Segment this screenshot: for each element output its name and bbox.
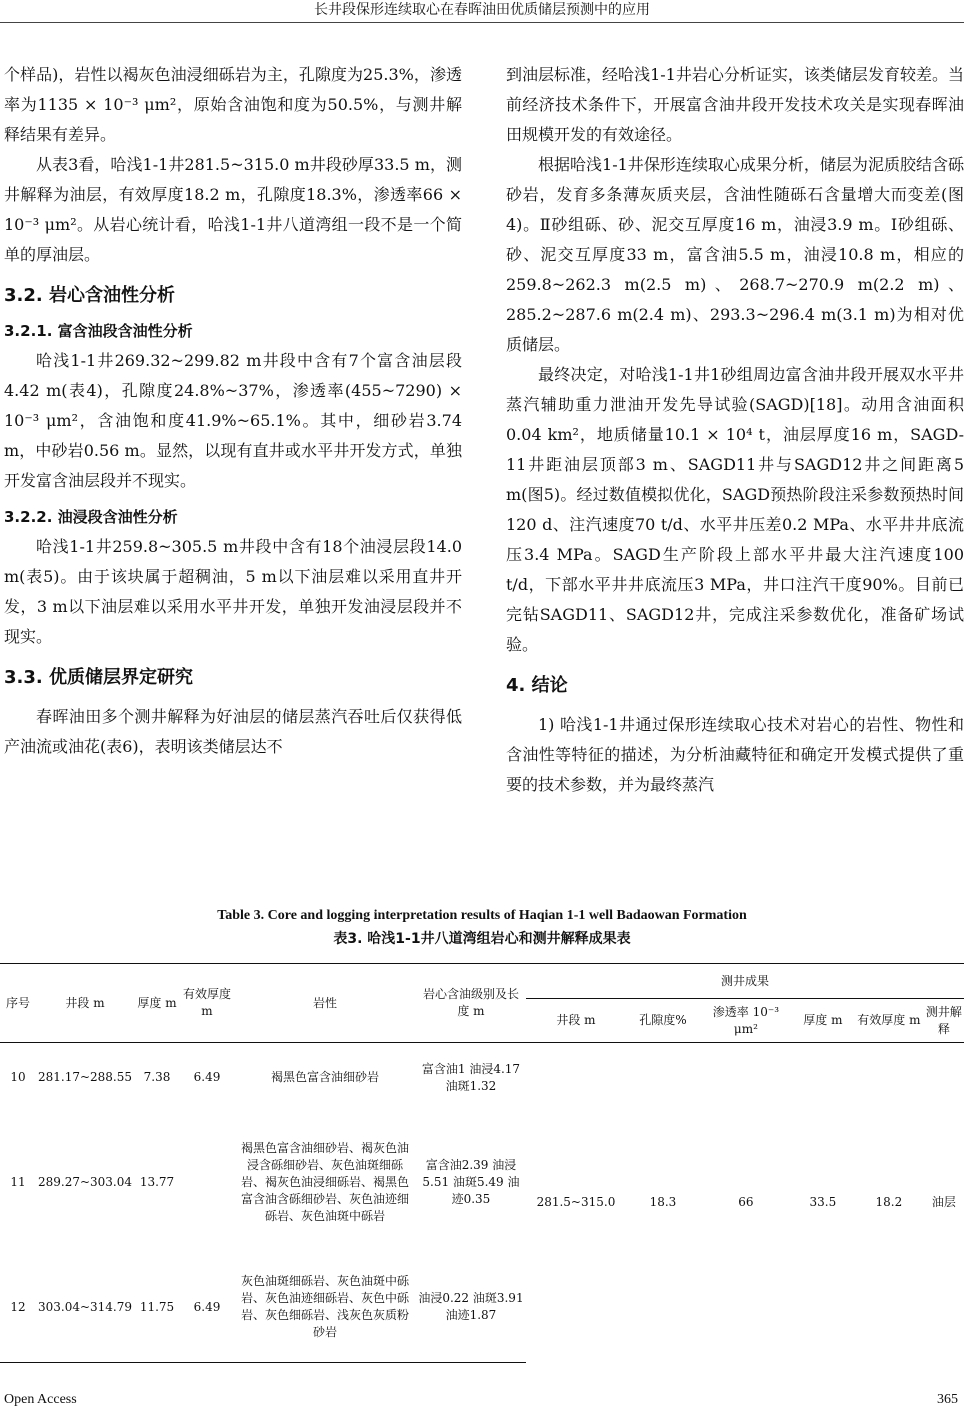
running-header-title: 长井段保形连续取心在春晖油田优质储层预测中的应用 [314, 2, 650, 18]
right-column [506, 60, 964, 800]
page-number: 365 [937, 1392, 958, 1407]
cell-oil-grade: 油浸0.22 油斑3.91 油迹1.87 [416, 1253, 526, 1363]
col-header-permeability: 渗透率 10⁻³ μm² [700, 999, 792, 1043]
cell-lithology: 褐黑色富含油细砂岩、褐灰色油浸含砾细砂岩、灰色油斑细砾岩、褐灰色油浸细砾岩、褐黑色富含油含砾细砂岩、灰色油迹细砾岩、灰色油斑中砾岩 [240, 1141, 409, 1223]
col-header-log-effective-thickness: 有效厚度 m [854, 999, 924, 1043]
paragraph: 从表3看，哈浅1-1井281.5~315.0 m井段砂厚33.5 m，测井解释为油层，有效厚度18.2 m，孔隙度18.3%，渗透率66 × 10⁻³ μm²。从岩心统计看，哈浅1-1井八道湾组一段不是一个简单的厚油层。 [4, 155, 462, 264]
col-header-effective-thickness: 有效厚度 m [180, 964, 234, 1043]
col-header-interval: 井段 m [36, 964, 134, 1043]
cell-oil-grade: 富含油1 油浸4.17 油斑1.32 [421, 1061, 521, 1093]
cell-lithology: 褐黑色富含油细砂岩 [270, 1070, 379, 1085]
section-heading: 4. 结论 [506, 675, 568, 696]
cell-effective-thickness: 6.49 [180, 1253, 234, 1363]
core-logging-table [0, 963, 964, 1363]
paragraph: 哈浅1-1井269.32~299.82 m井段中含有7个富含油层段4.42 m(表4)，孔隙度24.8%~37%，渗透率(455~7290) × 10⁻³ μm²，含油饱和度41.9%~65.1%。其中，细砂岩3.74 m，中砂岩0.56 m。显然，以现有直井或水平井开发方式，单独开发富含油层段并不现实。 [4, 351, 462, 490]
cell-thickness: 13.77 [139, 1175, 175, 1189]
table-caption-chinese: 表3. 哈浅1-1井八道湾组岩心和测井解释成果表 [333, 931, 631, 947]
col-header-log-thickness: 厚度 m [792, 999, 854, 1043]
cell-permeability: 66 [738, 1195, 754, 1210]
cell-lithology: 灰色油斑细砾岩、灰色油斑中砾岩、灰色油迹细砾岩、灰色中砾岩、灰色细砾岩、浅灰色灰质粉砂岩 [234, 1253, 416, 1363]
cell-log-interval: 281.5~315.0 [536, 1195, 616, 1210]
subsection-heading: 3.2.1. 富含油段含油性分析 [4, 322, 193, 340]
cell-oil-grade: 富含油2.39 油浸5.51 油斑5.49 油迹0.35 [422, 1158, 520, 1206]
col-header-porosity: 孔隙度% [626, 999, 700, 1043]
col-header-thickness: 厚度 m [134, 964, 180, 1043]
cell-effective-thickness: 6.49 [193, 1070, 221, 1085]
paragraph: 个样品)，岩性以褐灰色油浸细砾岩为主，孔隙度为25.3%，渗透率为1135 × 10⁻³ μm²，原始含油饱和度为50.5%，与测井解释结果有差异。 [4, 65, 462, 144]
cell-seq: 12 [0, 1253, 36, 1363]
cell-effective-thickness [180, 1113, 234, 1253]
cell-interval: 281.17~288.55 [37, 1070, 133, 1085]
running-header [0, 0, 964, 23]
cell-porosity: 18.3 [649, 1195, 677, 1210]
cell-log-effective-thickness: 18.2 [875, 1195, 903, 1210]
cell-interval: 303.04~314.79 [36, 1253, 134, 1363]
cell-thickness: 11.75 [134, 1253, 180, 1363]
paragraph: 到油层标准，经哈浅1-1井岩心分析证实，该类储层发育较差。当前经济技术条件下，开展富含油井段开发技术攻关是实现春晖油田规模开发的有效途径。 [506, 65, 964, 144]
table-row [0, 1043, 964, 1113]
cell-log-interpretation: 油层 [931, 1195, 956, 1210]
cell-seq: 10 [10, 1070, 26, 1085]
paragraph: 哈浅1-1井259.8~305.5 m井段中含有18个油浸层段14.0 m(表5)。由于该块属于超稠油，5 m以下油层难以采用直井开发，3 m以下油层难以采用水平井开发，单独开发油浸层段并不现实。 [4, 537, 462, 646]
paragraph: 根据哈浅1-1井保形连续取心成果分析，储层为泥质胶结含砾砂岩，发育多条薄灰质夹层，含油性随砾石含量增大而变差(图4)。Ⅱ砂组砾、砂、泥交互厚度16 m，油浸3.9 m。Ⅰ砂组砾、砂、泥交互厚度33 m，富含油5.5 m，油浸10.8 m，相应的259.8~262.3 m(2.5 m)、268.7~270.9 m(2.2 m)、285.2~287.6 m(2.4 m)、293.3~296.4 m(3.1 m)为相对优质储层。 [506, 155, 964, 354]
left-column [4, 60, 462, 762]
section-heading: 3.2. 岩心含油性分析 [4, 285, 175, 306]
col-header-oil-grade: 岩心含油级别及长度 m [416, 964, 526, 1043]
paragraph: 1) 哈浅1-1井通过保形连续取心技术对岩心的岩性、物性和含油性等特征的描述，为分析油藏特征和确定开发模式提供了重要的技术参数，并为最终蒸汽 [506, 715, 964, 794]
col-header-seq: 序号 [0, 964, 36, 1043]
paragraph: 春晖油田多个测井解释为好油层的储层蒸汽吞吐后仅获得低产油流或油花(表6)，表明该类储层达不 [4, 707, 462, 756]
col-header-logging-results: 测井成果 [526, 964, 964, 999]
paragraph: 最终决定，对哈浅1-1井1砂组周边富含油井段开展双水平井蒸汽辅助重力泄油开发先导试验(SAGD)[18]。动用含油面积0.04 km²，地质储量10.1 × 10⁴ t，油层厚度16 m，SAGD-11井距油层顶部3 m、SAGD11井与SAGD12井之间距离5 m(图5)。经过数值模拟优化，SAGD预热阶段注采参数预热时间120 d、注汽速度70 t/d、水平井压差0.2 MPa、水平井井底流压3.4 MPa。SAGD生产阶段上部水平井最大注汽速度100 t/d，下部水平井井底流压3 MPa，井口注汽干度90%。目前已完钻SAGD11、SAGD12井，完成注采参数优化，准备矿场试验。 [506, 365, 964, 654]
section-heading: 3.3. 优质储层界定研究 [4, 667, 193, 688]
col-header-log-interpretation: 测井解释 [924, 999, 964, 1043]
col-header-log-interval: 井段 m [526, 999, 626, 1043]
cell-seq: 11 [10, 1175, 26, 1189]
cell-thickness: 7.38 [143, 1070, 171, 1085]
cell-interval: 289.27~303.04 [37, 1175, 133, 1189]
col-header-lithology: 岩性 [234, 964, 416, 1043]
table-caption-english: Table 3. Core and logging interpretation results of Haqian 1-1 well Badaowan Formation [217, 908, 747, 923]
cell-log-thickness: 33.5 [809, 1195, 837, 1210]
subsection-heading: 3.2.2. 油浸段含油性分析 [4, 508, 178, 526]
footer-open-access: Open Access [4, 1392, 77, 1407]
